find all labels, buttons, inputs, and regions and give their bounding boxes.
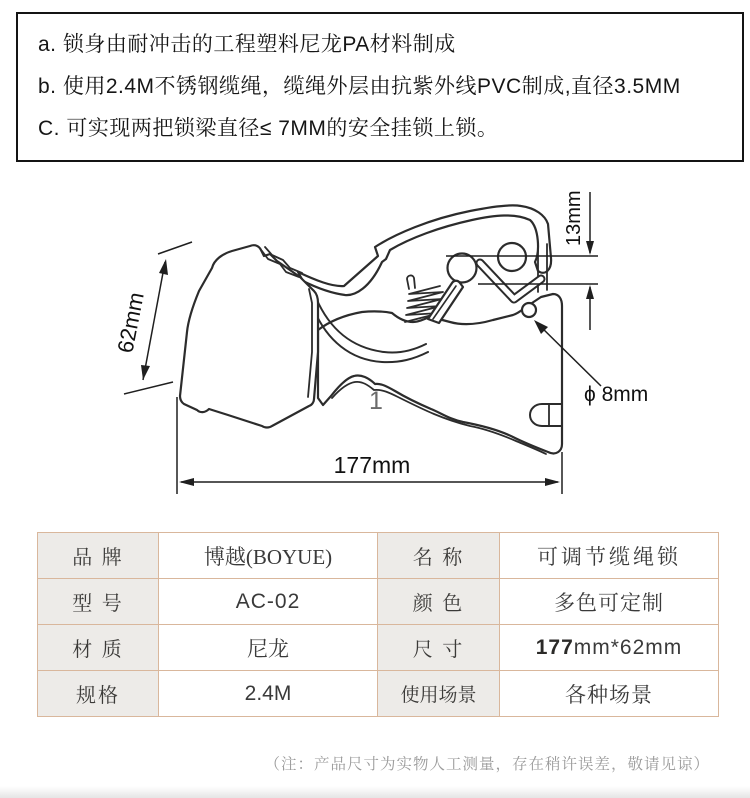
dim-label-phi8mm: ϕ 8mm xyxy=(584,383,649,406)
dim-label-62mm: 62mm xyxy=(112,290,149,355)
bottom-fade xyxy=(0,786,750,798)
spec-value-brand: 博越(BOYUE) xyxy=(159,533,378,579)
spec-value-spec: 2.4M xyxy=(159,671,378,717)
spec-label-brand: 品 牌 xyxy=(38,533,159,579)
phi8-hole xyxy=(522,303,536,317)
spec-label-size: 尺 寸 xyxy=(378,625,500,671)
spec-value-size: 177mm*62mm xyxy=(500,625,719,671)
feature-line-c: C. 可实现两把锁梁直径≤ 7MM的安全挂锁上锁。 xyxy=(38,117,499,140)
table-row xyxy=(38,625,719,671)
spec-label-name: 名 称 xyxy=(378,533,500,579)
spec-table xyxy=(37,532,719,717)
spec-value-name: 可调节缆绳锁 xyxy=(500,533,719,579)
spec-value-material: 尼龙 xyxy=(159,625,378,671)
spec-label-scenario: 使用场景 xyxy=(378,671,500,717)
table-row xyxy=(38,671,719,717)
dim-label-177mm: 177mm xyxy=(333,452,411,478)
part-mark: 1 xyxy=(369,387,383,415)
measurement-note: （注：产品尺寸为实物人工测量，存在稍许误差，敬请见谅） xyxy=(264,756,710,773)
dim-label-13mm: 13mm xyxy=(563,190,585,246)
spec-label-model: 型 号 xyxy=(38,579,159,625)
cable-hole-right xyxy=(498,243,526,271)
spec-value-scenario: 各种场景 xyxy=(500,671,719,717)
spec-label-spec: 规格 xyxy=(38,671,159,717)
spec-value-model: AC-02 xyxy=(159,579,378,625)
spec-value-color: 多色可定制 xyxy=(500,579,719,625)
table-row xyxy=(38,579,719,625)
feature-line-b: b. 使用2.4M不锈钢缆绳，缆绳外层由抗紫外线PVC制成,直径3.5MM xyxy=(38,75,681,98)
feature-line-a: a. 锁身由耐冲击的工程塑料尼龙PA材料制成 xyxy=(38,33,456,56)
cable-hole-left xyxy=(448,254,477,283)
spec-label-color: 颜 色 xyxy=(378,579,500,625)
spec-label-material: 材 质 xyxy=(38,625,159,671)
spring-pin xyxy=(407,275,415,289)
table-row xyxy=(38,533,719,579)
